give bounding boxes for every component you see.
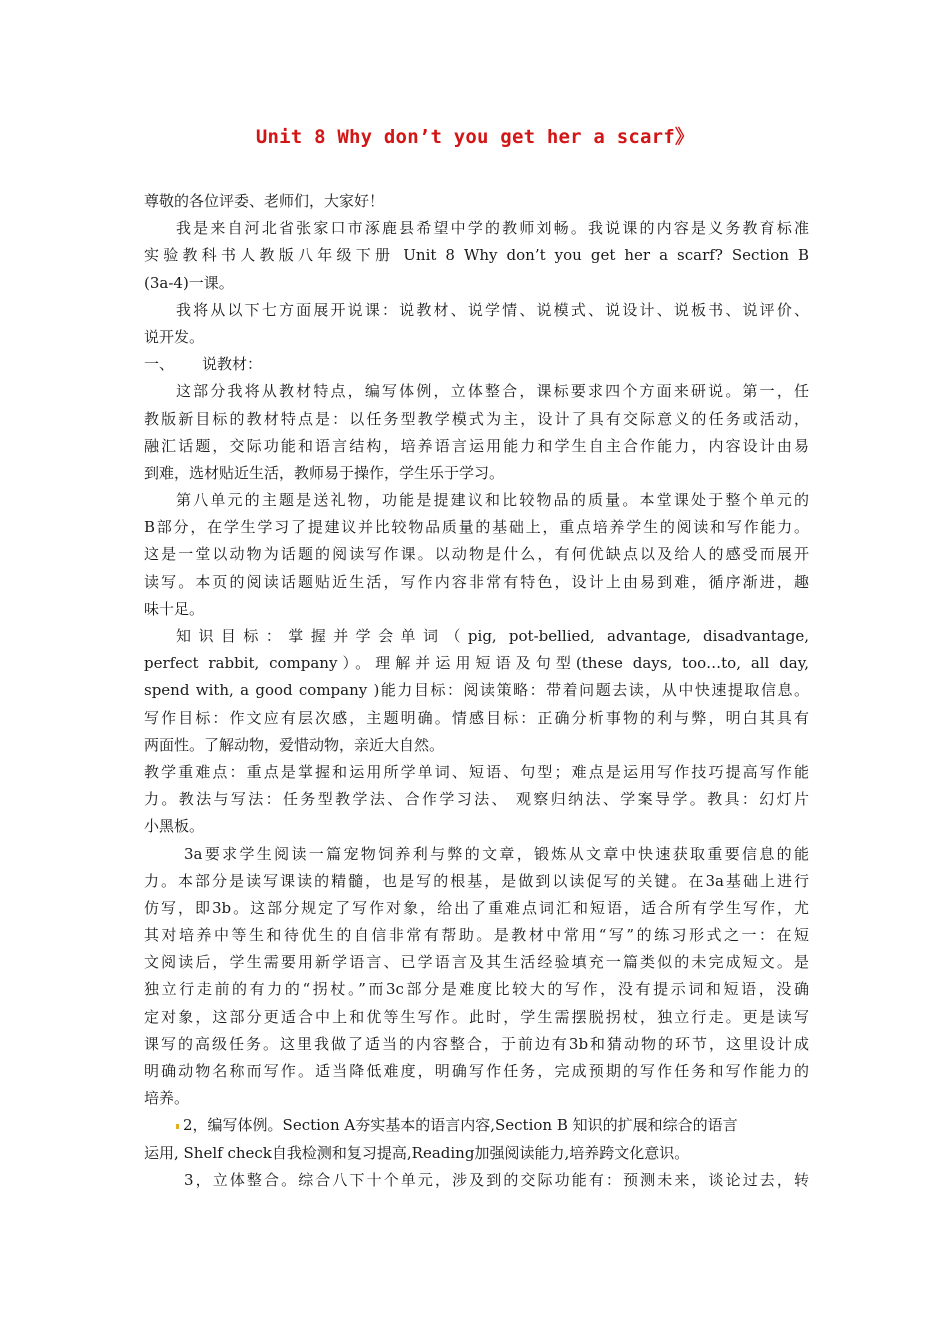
section-heading <box>144 351 809 378</box>
paragraph-line: 这是一堂以动物为话题的阅读写作课。以动物是什么，有何优缺点以及给人的感受而展开 <box>144 545 809 564</box>
salutation-line: 尊敬的各位评委、老师们，大家好！ <box>144 192 385 210</box>
paragraph-line: 融汇话题，交际功能和语言结构，培养语言运用能力和学生自主合作能力，内容设计由易 <box>144 436 809 455</box>
document-body <box>144 188 809 1194</box>
paragraph-line: 3a要求学生阅读一篇宠物饲养利与弊的文章，锻炼从文章中快速获取重要信息的能 <box>184 844 809 863</box>
highlight-mark <box>176 1124 179 1129</box>
paragraph-line: 定对象，这部分更适合中上和优等生写作。此时，学生需摆脱拐杖，独立行走。更是读写 <box>144 1007 809 1026</box>
paragraph-line: 培养。 <box>144 1089 190 1108</box>
paragraph-line: 运用, Shelf check自我检测和复习提高,Reading加强阅读能力,培养跨文化意识。 <box>144 1143 690 1162</box>
paragraph-line: 教学重难点：重点是掌握和运用所学单词、短语、句型；难点是运用写作技巧提高写作能 <box>144 762 809 781</box>
paragraph-line: perfect rabbit, company）。理解并运用短语及句型(these days, too…to, all day, <box>144 654 809 673</box>
paragraph-line: spend with, a good company )能力目标：阅读策略：带着问题去读，从中快速提取信息。 <box>144 681 809 700</box>
paragraph-line: 小黑板。 <box>144 817 205 836</box>
paragraph-line: 3，立体整合。综合八下十个单元，涉及到的交际功能有：预测未来，谈论过去，转 <box>184 1170 809 1189</box>
paragraph-line: 写作目标：作文应有层次感，主题明确。情感目标：正确分析事物的利与弊，明白其具有 <box>144 708 809 727</box>
paragraph-line: 独立行走前的有力的“拐杖。”而3c部分是难度比较大的写作，没有提示词和短语，没确 <box>144 980 809 999</box>
paragraph-line: 实验教科书人教版八年级下册 Unit 8 Why don’t you get her a scarf? Section B <box>144 246 809 265</box>
paragraph-line <box>144 1112 809 1139</box>
paragraph-line: 我是来自河北省张家口市涿鹿县希望中学的教师刘畅。我说课的内容是义务教育标准 <box>176 219 809 238</box>
section-title: 说教材： <box>202 355 263 374</box>
paragraph-line: 我将从以下七方面展开说课：说教材、说学情、说模式、说设计、说板书、说评价、 <box>176 300 809 319</box>
section-number: 一、 <box>144 355 175 374</box>
paragraph-line: 教版新目标的教材特点是：以任务型教学模式为主，设计了具有交际意义的任务或活动， <box>144 409 809 428</box>
paragraph-line: B部分，在学生学习了提建议并比较物品质量的基础上，重点培养学生的阅读和写作能力。 <box>144 518 809 537</box>
paragraph-line: 两面性。了解动物，爱惜动物，亲近大自然。 <box>144 735 445 754</box>
paragraph-line: (3a-4)一课。 <box>144 273 234 292</box>
paragraph-line: 第八单元的主题是送礼物，功能是提建议和比较物品的质量。本堂课处于整个单元的 <box>176 491 809 510</box>
paragraph-line: 力。本部分是读写课读的精髓，也是写的根基，是做到以读促写的关键。在3a基础上进行 <box>144 871 809 890</box>
paragraph-line: 这部分我将从教材特点，编写体例，立体整合，课标要求四个方面来研说。第一，任 <box>176 382 809 401</box>
paragraph-line: 课写的高级任务。这里我做了适当的内容整合，于前边有3b和猜动物的环节，这里设计成 <box>144 1034 809 1053</box>
paragraph-line: 其对培养中等生和待优生的自信非常有帮助。是教材中常用“写”的练习形式之一：在短 <box>144 926 809 945</box>
paragraph-line: 仿写，即3b。这部分规定了写作对象，给出了重难点词汇和短语，适合所有学生写作，尤 <box>144 898 809 917</box>
paragraph-line: 到难，选材贴近生活，教师易于操作，学生乐于学习。 <box>144 463 505 482</box>
paragraph-line: 文阅读后，学生需要用新学语言、已学语言及其生活经验填充一篇类似的未完成短文。是 <box>144 953 809 972</box>
paragraph-line: 读写。本页的阅读话题贴近生活，写作内容非常有特色，设计上由易到难，循序渐进，趣 <box>144 572 809 591</box>
document-title: Unit 8 Why don’t you get her a scarf》 <box>255 126 695 148</box>
paragraph-line: 说开发。 <box>144 327 205 346</box>
paragraph-line-text: 2，编写体例。Section A夯实基本的语言内容,Section B 知识的扩展和综合的语言 <box>183 1116 738 1135</box>
paragraph-line: 味十足。 <box>144 599 205 618</box>
paragraph-line: 明确动物名称而写作。适当降低难度，明确写作任务，完成预期的写作任务和写作能力的 <box>144 1062 809 1080</box>
paragraph-line: 知识目标：掌握并学会单词（pig, pot-bellied, advantage, disadvantage, <box>176 627 809 645</box>
paragraph-line: 力。教法与写法：任务型教学法、合作学习法、 观察归纳法、学案导学。教具：幻灯片 <box>144 790 809 809</box>
